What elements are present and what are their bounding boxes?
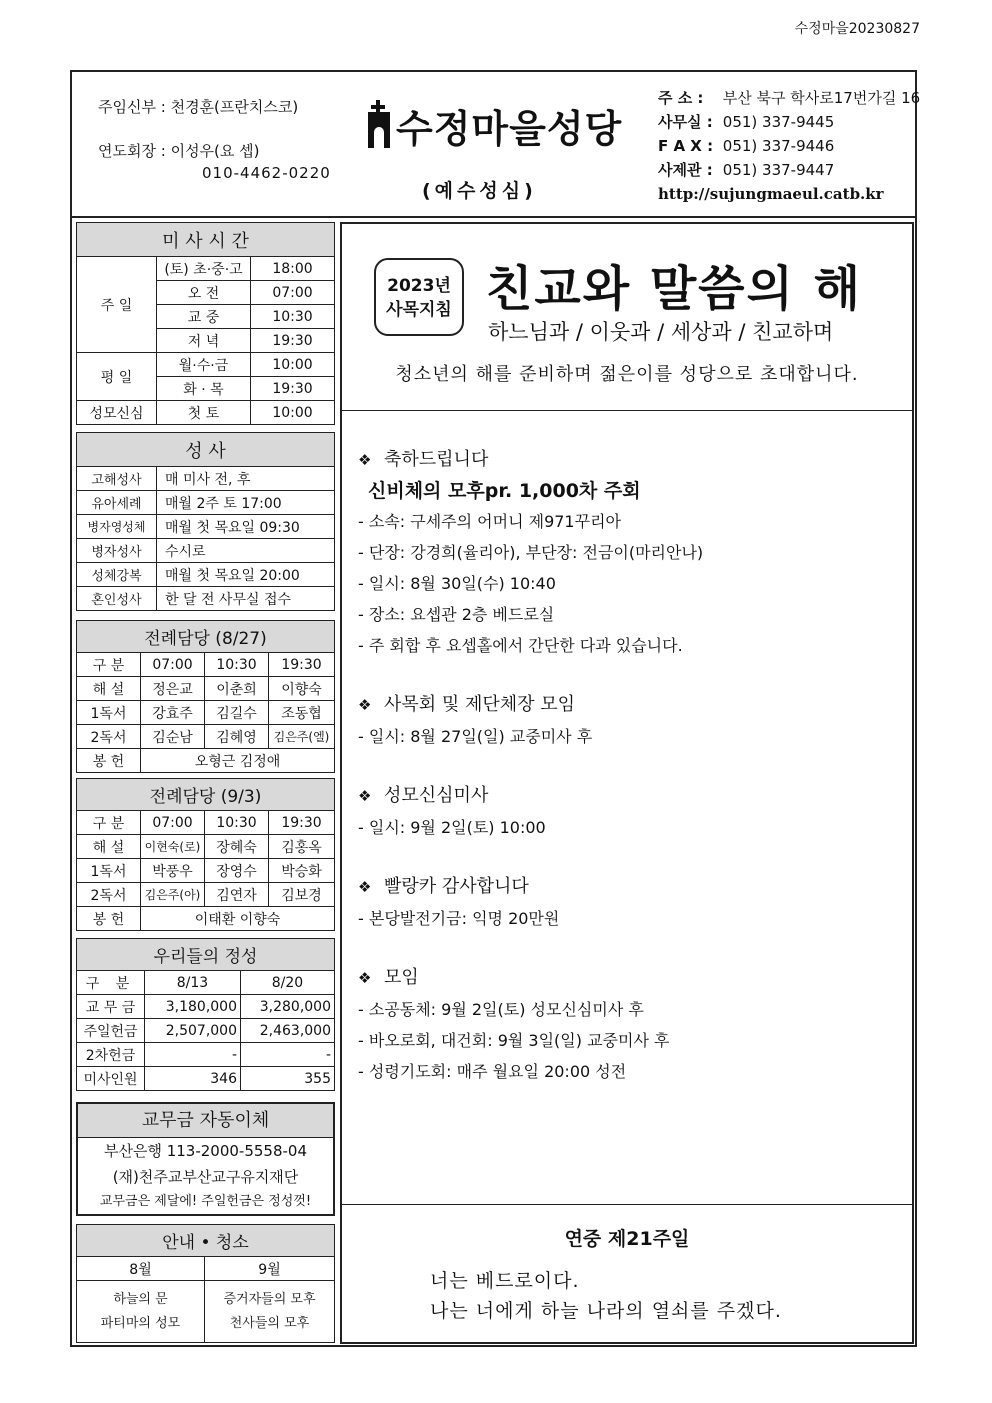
cleaning-title: 안내 • 청소 <box>77 1225 335 1257</box>
liturgy-role: 2독서 <box>77 725 141 749</box>
liturgy-person: 조동협 <box>269 701 335 725</box>
sacrament-name: 고해성사 <box>77 467 157 491</box>
address-label: 주 소 : <box>658 89 704 107</box>
news-title: 축하드립니다 <box>384 449 489 470</box>
liturgy-person: 김연자 <box>205 883 269 907</box>
liturgy-person: 김길수 <box>205 701 269 725</box>
news-congratulations <box>358 444 898 661</box>
liturgy-header-cell: 구 분 <box>77 653 141 677</box>
cleaning-group: 천사들의 모후 <box>229 1315 310 1331</box>
sacraments-title: 성 사 <box>77 433 335 467</box>
parish-contact <box>658 86 920 206</box>
mass-time: 07:00 <box>251 281 335 305</box>
office-phone: 051) 337-9445 <box>722 113 835 131</box>
news-subtitle: 신비체의 모후pr. 1,000차 주회 <box>368 480 641 502</box>
liturgy-person: 강효주 <box>141 701 205 725</box>
sacrament-name: 혼인성사 <box>77 587 157 611</box>
cleaning-groups-aug <box>77 1281 205 1343</box>
offering-role: 봉 헌 <box>77 749 141 773</box>
parish-name: 수정마을성당 <box>396 107 623 151</box>
liturgy-header-cell: 10:30 <box>205 811 269 835</box>
offering-amount: 3,180,000 <box>145 995 241 1019</box>
pastoral-slogan: 친교와 말씀의 해 <box>486 261 862 317</box>
liturgy-role: 해 설 <box>77 677 141 701</box>
liturgy-header-cell: 07:00 <box>141 653 205 677</box>
account-holder: (재)천주교부산교구유지재단 <box>112 1168 299 1186</box>
mass-name: 오 전 <box>157 281 251 305</box>
offerings-header-cell: 8/13 <box>145 971 241 995</box>
sacrament-schedule: 수시로 <box>157 539 335 563</box>
website-link[interactable]: http://sujungmaeul.catb.kr <box>658 185 884 203</box>
bulletin-frame <box>70 70 921 1347</box>
liturgy-person: 김보경 <box>269 883 335 907</box>
gospel-line: 나는 너에게 하늘 나라의 열쇠를 주겠다. <box>430 1300 782 1322</box>
offering-category: 교 무 금 <box>77 995 145 1019</box>
weekday-label: 평 일 <box>77 353 157 401</box>
mass-times-title: 미 사 시 간 <box>77 223 335 257</box>
diamond-bullet-icon: ❖ <box>358 787 372 805</box>
news-line: - 본당발전기금: 익명 20만원 <box>358 909 560 928</box>
liturgy-person: 김순남 <box>141 725 205 749</box>
liturgy-person: 김은주(아) <box>141 883 205 907</box>
pastoral-guide-label: 사목지침 <box>386 300 452 320</box>
cleaning-month: 8월 <box>77 1257 205 1281</box>
gospel-verse <box>430 1266 782 1326</box>
parish-news <box>358 444 898 1115</box>
mass-times-table <box>76 222 335 425</box>
office-label: 사무실 : <box>658 113 713 131</box>
diamond-bullet-icon: ❖ <box>358 878 372 896</box>
youth-year-message: 청소년의 해를 준비하며 젊은이를 성당으로 초대합니다. <box>395 364 859 385</box>
news-line: - 주 회합 후 요셉홀에서 간단한 다과 있습니다. <box>358 636 683 655</box>
fax-number: 051) 337-9446 <box>722 137 835 155</box>
mass-time: 10:30 <box>251 305 335 329</box>
cleaning-table <box>76 1224 335 1343</box>
offering-role: 봉 헌 <box>77 907 141 931</box>
sacrament-schedule: 매월 첫 목요일 20:00 <box>157 563 335 587</box>
mass-name: (토) 초·중·고 <box>157 257 251 281</box>
offering-persons: 오형근 김정애 <box>141 749 335 773</box>
offering-amount: 3,280,000 <box>241 995 335 1019</box>
news-line: - 소속: 구세주의 어머니 제971꾸리아 <box>358 512 621 531</box>
sacrament-schedule: 매월 첫 목요일 09:30 <box>157 515 335 539</box>
liturgy-person: 이향숙 <box>269 677 335 701</box>
news-line: - 일시: 9월 2일(토) 10:00 <box>358 818 546 837</box>
parish-theme: (예수성심) <box>422 180 537 202</box>
liturgy-role: 1독서 <box>77 701 141 725</box>
liturgy-person: 정은교 <box>141 677 205 701</box>
news-title: 성모신심미사 <box>384 785 489 806</box>
sacrament-schedule: 매 미사 전, 후 <box>157 467 335 491</box>
cleaning-group: 증거자들의 모후 <box>223 1291 316 1307</box>
mass-name: 교 중 <box>157 305 251 329</box>
diamond-bullet-icon: ❖ <box>358 696 372 714</box>
news-line: - 일시: 8월 30일(수) 10:40 <box>358 574 556 593</box>
mary-devotion-label: 성모신심 <box>77 401 157 425</box>
sacraments-table <box>76 432 335 611</box>
liturgy-header-cell: 10:30 <box>205 653 269 677</box>
diamond-bullet-icon: ❖ <box>358 451 372 469</box>
liturgy-title: 전례담당 (9/3) <box>77 779 335 811</box>
news-line: - 일시: 8월 27일(일) 교중미사 후 <box>358 727 593 746</box>
bulletin-header <box>72 72 921 218</box>
section-divider <box>342 1204 912 1205</box>
mass-name: 저 녁 <box>157 329 251 353</box>
offering-amount: 2,463,000 <box>241 1019 335 1043</box>
news-line: - 성령기도회: 매주 월요일 20:00 성전 <box>358 1062 627 1081</box>
liturgy-person: 장영수 <box>205 859 269 883</box>
liturgy-role: 1독서 <box>77 859 141 883</box>
auto-transfer-box <box>76 1102 335 1216</box>
parish-logo <box>348 94 658 164</box>
news-meetings <box>358 962 898 1087</box>
news-marian-mass <box>358 780 898 843</box>
sacrament-name: 병자영성체 <box>77 515 157 539</box>
liturgy-role: 해 설 <box>77 835 141 859</box>
gospel-line: 너는 베드로이다. <box>430 1270 580 1292</box>
sacrament-name: 성체강복 <box>77 563 157 587</box>
bank-account: 부산은행 113-2000-5558-04 <box>103 1142 308 1160</box>
offering-persons: 이태환 이향숙 <box>141 907 335 931</box>
document-id: 수정마을20230827 <box>794 21 920 37</box>
pastoral-year-badge <box>374 258 464 336</box>
news-line: - 장소: 요셉관 2층 베드로실 <box>358 605 555 624</box>
address: 부산 북구 학사로17번가길 16 <box>722 89 921 107</box>
news-title: 모임 <box>384 967 419 988</box>
mass-name: 월·수·금 <box>157 353 251 377</box>
church-logo-icon <box>348 98 392 150</box>
offering-category: 2차헌금 <box>77 1043 145 1067</box>
cleaning-groups-sep <box>205 1281 335 1343</box>
mass-time: 10:00 <box>251 401 335 425</box>
news-line: - 바오로회, 대건회: 9월 3일(일) 교중미사 후 <box>358 1031 670 1050</box>
sacrament-name: 병자성사 <box>77 539 157 563</box>
president-label: 연도회장 : <box>98 142 166 160</box>
news-title: 빨랑카 감사합니다 <box>384 876 529 897</box>
liturgy-person: 김홍옥 <box>269 835 335 859</box>
liturgy-header-cell: 07:00 <box>141 811 205 835</box>
offerings-title: 우리들의 정성 <box>77 939 335 971</box>
liturgy-table-0827 <box>76 620 335 773</box>
news-line: - 단장: 강경희(율리아), 부단장: 전금이(마리안나) <box>358 543 704 562</box>
fax-label: F A X : <box>658 137 714 155</box>
news-council-meeting <box>358 689 898 752</box>
clergy-info <box>98 96 331 184</box>
liturgy-table-0903 <box>76 778 335 931</box>
cleaning-group: 파티마의 성모 <box>100 1315 181 1331</box>
offerings-header-cell: 구 분 <box>77 971 145 995</box>
liturgy-person: 이현숙(로) <box>141 835 205 859</box>
news-palanca <box>358 871 898 934</box>
sunday-label: 주 일 <box>77 257 157 353</box>
sacrament-schedule: 한 달 전 사무실 접수 <box>157 587 335 611</box>
president-name: 이성우(요 셉) <box>170 142 260 160</box>
auto-transfer-title: 교무금 자동이체 <box>78 1104 333 1138</box>
sacrament-schedule: 매월 2주 토 17:00 <box>157 491 335 515</box>
rectory-label: 사제관 : <box>658 161 713 179</box>
section-divider <box>342 410 912 411</box>
sunday-title: 연중 제21주일 <box>564 1228 690 1250</box>
mass-name: 화 · 목 <box>157 377 251 401</box>
liturgy-person: 박승화 <box>269 859 335 883</box>
liturgy-person: 김은주(엘) <box>269 725 335 749</box>
offering-amount: - <box>145 1043 241 1067</box>
offering-amount: - <box>241 1043 335 1067</box>
offering-amount: 355 <box>241 1067 335 1091</box>
diamond-bullet-icon: ❖ <box>358 969 372 987</box>
mass-time: 10:00 <box>251 353 335 377</box>
offering-category: 주일헌금 <box>77 1019 145 1043</box>
liturgy-person: 박풍우 <box>141 859 205 883</box>
pastoral-year: 2023년 <box>387 276 451 296</box>
cleaning-month: 9월 <box>205 1257 335 1281</box>
liturgy-header-cell: 구 분 <box>77 811 141 835</box>
pastoral-sub-slogan: 하느님과 / 이웃과 / 세상과 / 친교하며 <box>488 320 834 344</box>
pastor-name: 천경훈(프란치스코) <box>170 98 299 116</box>
sacrament-name: 유아세례 <box>77 491 157 515</box>
liturgy-person: 이춘희 <box>205 677 269 701</box>
offering-category: 미사인원 <box>77 1067 145 1091</box>
mass-name: 첫 토 <box>157 401 251 425</box>
liturgy-header-cell: 19:30 <box>269 653 335 677</box>
liturgy-person: 김혜영 <box>205 725 269 749</box>
main-content-box <box>340 222 914 1344</box>
rectory-phone: 051) 337-9447 <box>722 161 835 179</box>
liturgy-header-cell: 19:30 <box>269 811 335 835</box>
liturgy-role: 2독서 <box>77 883 141 907</box>
offering-note: 교무금은 제달에! 주일헌금은 정성껏! <box>99 1194 312 1209</box>
offerings-header-cell: 8/20 <box>241 971 335 995</box>
liturgy-title: 전례담당 (8/27) <box>77 621 335 653</box>
news-line: - 소공동체: 9월 2일(토) 성모신심미사 후 <box>358 1000 644 1019</box>
offering-amount: 2,507,000 <box>145 1019 241 1043</box>
mass-time: 19:30 <box>251 329 335 353</box>
news-title: 사목회 및 제단체장 모임 <box>384 694 576 715</box>
liturgy-person: 장혜숙 <box>205 835 269 859</box>
pastor-label: 주임신부 : <box>98 98 166 116</box>
offering-amount: 346 <box>145 1067 241 1091</box>
mass-time: 18:00 <box>251 257 335 281</box>
mass-time: 19:30 <box>251 377 335 401</box>
president-phone: 010-4462-0220 <box>202 164 331 182</box>
cleaning-group: 하늘의 문 <box>113 1291 168 1307</box>
offerings-table <box>76 938 335 1091</box>
